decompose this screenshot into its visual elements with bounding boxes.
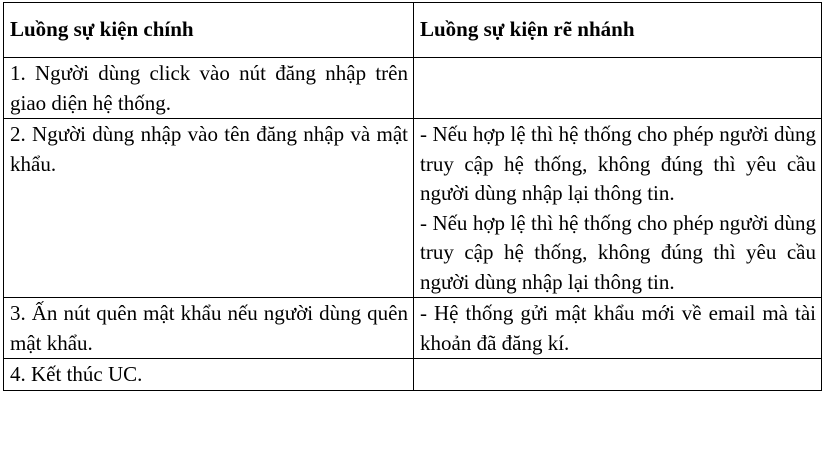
header-alt-flow: Luồng sự kiện rẽ nhánh: [414, 3, 822, 58]
use-case-flow-table: [3, 2, 822, 391]
table-row: [4, 119, 822, 298]
table-row: [4, 298, 822, 359]
table-row: [4, 58, 822, 119]
main-flow-cell: 3. Ấn nút quên mật khẩu nếu người dùng quên mật khẩu.: [4, 298, 414, 359]
alt-flow-paragraph: - Nếu hợp lệ thì hệ thống cho phép người dùng truy cập hệ thống, không đúng thì yêu cầu người dùng nhập lại thông tin.: [420, 210, 816, 294]
main-flow-cell: 2. Người dùng nhập vào tên đăng nhập và mật khẩu.: [4, 119, 414, 298]
table-header-row: [4, 3, 822, 58]
alt-flow-cell: [414, 58, 822, 119]
main-flow-cell: 1. Người dùng click vào nút đăng nhập trên giao diện hệ thống.: [4, 58, 414, 119]
use-case-flow-table-container: [3, 2, 822, 391]
alt-flow-cell: - Hệ thống gửi mật khẩu mới về email mà tài khoản đã đăng kí.: [414, 298, 822, 359]
alt-flow-paragraph: - Nếu hợp lệ thì hệ thống cho phép người dùng truy cập hệ thống, không đúng thì yêu cầu người dùng nhập lại thông tin.: [420, 122, 816, 205]
alt-flow-cell: [414, 119, 822, 298]
header-main-flow: Luồng sự kiện chính: [4, 3, 414, 58]
main-flow-cell: 4. Kết thúc UC.: [4, 359, 414, 391]
table-row: [4, 359, 822, 391]
alt-flow-cell: [414, 359, 822, 391]
